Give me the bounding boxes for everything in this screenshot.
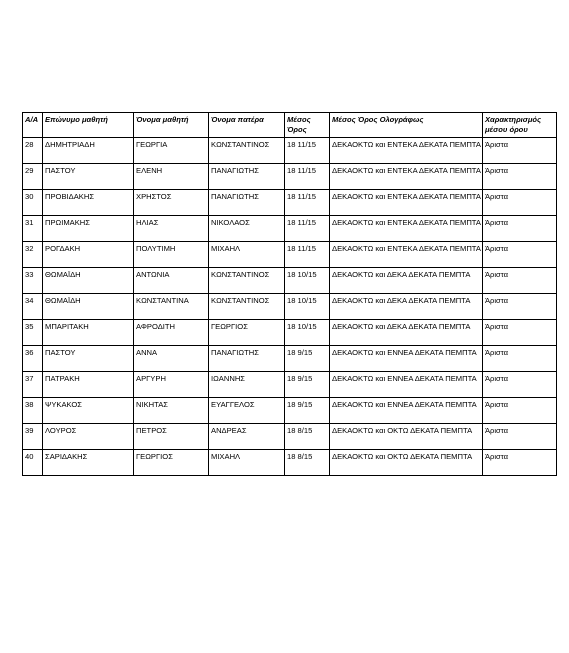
table-row xyxy=(23,450,557,476)
cell-average-words: ΔΕΚΑΟΚΤΩ και ΔΕΚΑ ΔΕΚΑΤΑ ΠΕΜΠΤΑ xyxy=(330,294,483,320)
cell-average: 18 10/15 xyxy=(285,294,330,320)
cell-grade-label: Άριστα xyxy=(482,372,556,398)
cell-grade-label: Άριστα xyxy=(482,424,556,450)
cell-surname: ΠΡΩΙΜΑΚΗΣ xyxy=(43,216,134,242)
header-average-words: Μέσος Όρος Ολογράφως xyxy=(330,113,483,138)
cell-grade-label: Άριστα xyxy=(482,294,556,320)
cell-average-words: ΔΕΚΑΟΚΤΩ και ΔΕΚΑ ΔΕΚΑΤΑ ΠΕΜΠΤΑ xyxy=(330,320,483,346)
cell-father-name: ΑΝΔΡΕΑΣ xyxy=(209,424,285,450)
cell-average: 18 8/15 xyxy=(285,450,330,476)
cell-father-name: ΕΥΑΓΓΕΛΟΣ xyxy=(209,398,285,424)
cell-first-name: ΑΝΝΑ xyxy=(134,346,209,372)
cell-surname: ΠΑΣΤΟΥ xyxy=(43,164,134,190)
header-father-name: Όνομα πατέρα xyxy=(209,113,285,138)
cell-grade-label: Άριστα xyxy=(482,190,556,216)
cell-average-words: ΔΕΚΑΟΚΤΩ και ΕΝΝΕΑ ΔΕΚΑΤΑ ΠΕΜΠΤΑ xyxy=(330,372,483,398)
cell-average-words: ΔΕΚΑΟΚΤΩ και ΕΝΤΕΚΑ ΔΕΚΑΤΑ ΠΕΜΠΤΑ xyxy=(330,164,483,190)
cell-aa: 31 xyxy=(23,216,43,242)
cell-grade-label: Άριστα xyxy=(482,320,556,346)
grades-table xyxy=(22,112,557,476)
cell-average-words: ΔΕΚΑΟΚΤΩ και ΕΝΤΕΚΑ ΔΕΚΑΤΑ ΠΕΜΠΤΑ xyxy=(330,216,483,242)
cell-surname: ΔΗΜΗΤΡΙΑΔΗ xyxy=(43,138,134,164)
cell-father-name: ΚΩΝΣΤΑΝΤΙΝΟΣ xyxy=(209,294,285,320)
cell-average-words: ΔΕΚΑΟΚΤΩ και ΟΚΤΩ ΔΕΚΑΤΑ ΠΕΜΠΤΑ xyxy=(330,450,483,476)
cell-aa: 30 xyxy=(23,190,43,216)
table-row xyxy=(23,242,557,268)
cell-aa: 39 xyxy=(23,424,43,450)
cell-father-name: ΚΩΝΣΤΑΝΤΙΝΟΣ xyxy=(209,138,285,164)
table-row xyxy=(23,346,557,372)
cell-father-name: ΚΩΝΣΤΑΝΤΙΝΟΣ xyxy=(209,268,285,294)
cell-first-name: ΓΕΩΡΓΙΑ xyxy=(134,138,209,164)
cell-first-name: ΕΛΕΝΗ xyxy=(134,164,209,190)
cell-average-words: ΔΕΚΑΟΚΤΩ και ΕΝΝΕΑ ΔΕΚΑΤΑ ΠΕΜΠΤΑ xyxy=(330,398,483,424)
cell-average-words: ΔΕΚΑΟΚΤΩ και ΔΕΚΑ ΔΕΚΑΤΑ ΠΕΜΠΤΑ xyxy=(330,268,483,294)
header-grade-label: Χαρακτηρισμός μέσου όρου xyxy=(482,113,556,138)
cell-surname: ΜΠΑΡΙΤΑΚΗ xyxy=(43,320,134,346)
cell-grade-label: Άριστα xyxy=(482,138,556,164)
cell-first-name: ΑΡΓΥΡΗ xyxy=(134,372,209,398)
cell-average: 18 9/15 xyxy=(285,372,330,398)
cell-surname: ΨΥΚΑΚΟΣ xyxy=(43,398,134,424)
cell-average-words: ΔΕΚΑΟΚΤΩ και ΕΝΤΕΚΑ ΔΕΚΑΤΑ ΠΕΜΠΤΑ xyxy=(330,138,483,164)
cell-aa: 29 xyxy=(23,164,43,190)
table-row xyxy=(23,268,557,294)
cell-surname: ΠΡΟΒΙΔΑΚΗΣ xyxy=(43,190,134,216)
cell-average: 18 11/15 xyxy=(285,216,330,242)
cell-average-words: ΔΕΚΑΟΚΤΩ και ΟΚΤΩ ΔΕΚΑΤΑ ΠΕΜΠΤΑ xyxy=(330,424,483,450)
cell-average: 18 11/15 xyxy=(285,190,330,216)
cell-father-name: ΠΑΝΑΓΙΩΤΗΣ xyxy=(209,190,285,216)
cell-aa: 33 xyxy=(23,268,43,294)
cell-average-words: ΔΕΚΑΟΚΤΩ και ΕΝΝΕΑ ΔΕΚΑΤΑ ΠΕΜΠΤΑ xyxy=(330,346,483,372)
header-average: Μέσος Όρος xyxy=(285,113,330,138)
cell-surname: ΠΑΣΤΟΥ xyxy=(43,346,134,372)
cell-aa: 32 xyxy=(23,242,43,268)
cell-grade-label: Άριστα xyxy=(482,398,556,424)
cell-grade-label: Άριστα xyxy=(482,346,556,372)
cell-first-name: ΗΛΙΑΣ xyxy=(134,216,209,242)
table-row xyxy=(23,398,557,424)
cell-surname: ΛΟΥΡΟΣ xyxy=(43,424,134,450)
cell-first-name: ΓΕΩΡΓΙΟΣ xyxy=(134,450,209,476)
cell-grade-label: Άριστα xyxy=(482,216,556,242)
header-first-name: Όνομα μαθητή xyxy=(134,113,209,138)
cell-average-words: ΔΕΚΑΟΚΤΩ και ΕΝΤΕΚΑ ΔΕΚΑΤΑ ΠΕΜΠΤΑ xyxy=(330,242,483,268)
cell-first-name: ΧΡΗΣΤΟΣ xyxy=(134,190,209,216)
cell-surname: ΘΩΜΑΪΔΗ xyxy=(43,268,134,294)
header-aa: Α/Α xyxy=(23,113,43,138)
table-row xyxy=(23,320,557,346)
cell-aa: 35 xyxy=(23,320,43,346)
table-row xyxy=(23,216,557,242)
cell-aa: 28 xyxy=(23,138,43,164)
cell-average: 18 8/15 xyxy=(285,424,330,450)
cell-grade-label: Άριστα xyxy=(482,268,556,294)
header-row xyxy=(23,113,557,138)
cell-grade-label: Άριστα xyxy=(482,242,556,268)
table-row xyxy=(23,424,557,450)
cell-surname: ΠΑΤΡΑΚΗ xyxy=(43,372,134,398)
cell-father-name: ΝΙΚΟΛΑΟΣ xyxy=(209,216,285,242)
header-surname: Επώνυμο μαθητή xyxy=(43,113,134,138)
cell-grade-label: Άριστα xyxy=(482,164,556,190)
cell-first-name: ΑΝΤΩΝΙΑ xyxy=(134,268,209,294)
cell-surname: ΣΑΡΙΔΑΚΗΣ xyxy=(43,450,134,476)
table-row xyxy=(23,372,557,398)
cell-average: 18 10/15 xyxy=(285,320,330,346)
cell-grade-label: Άριστα xyxy=(482,450,556,476)
cell-surname: ΡΟΓΔΑΚΗ xyxy=(43,242,134,268)
cell-aa: 40 xyxy=(23,450,43,476)
cell-average: 18 11/15 xyxy=(285,242,330,268)
table-row xyxy=(23,138,557,164)
cell-aa: 38 xyxy=(23,398,43,424)
cell-aa: 37 xyxy=(23,372,43,398)
table-row xyxy=(23,294,557,320)
cell-average: 18 10/15 xyxy=(285,268,330,294)
cell-first-name: ΠΕΤΡΟΣ xyxy=(134,424,209,450)
cell-father-name: ΜΙΧΑΗΛ xyxy=(209,450,285,476)
table-row xyxy=(23,164,557,190)
cell-average-words: ΔΕΚΑΟΚΤΩ και ΕΝΤΕΚΑ ΔΕΚΑΤΑ ΠΕΜΠΤΑ xyxy=(330,190,483,216)
cell-surname: ΘΩΜΑΪΔΗ xyxy=(43,294,134,320)
cell-average: 18 9/15 xyxy=(285,398,330,424)
cell-father-name: ΠΑΝΑΓΙΩΤΗΣ xyxy=(209,164,285,190)
cell-average: 18 11/15 xyxy=(285,164,330,190)
cell-father-name: ΜΙΧΑΗΛ xyxy=(209,242,285,268)
cell-father-name: ΠΑΝΑΓΙΩΤΗΣ xyxy=(209,346,285,372)
table-row xyxy=(23,190,557,216)
cell-aa: 36 xyxy=(23,346,43,372)
cell-aa: 34 xyxy=(23,294,43,320)
cell-average: 18 11/15 xyxy=(285,138,330,164)
cell-average: 18 9/15 xyxy=(285,346,330,372)
cell-father-name: ΙΩΑΝΝΗΣ xyxy=(209,372,285,398)
cell-first-name: ΚΩΝΣΤΑΝΤΙΝΑ xyxy=(134,294,209,320)
cell-first-name: ΠΟΛΥΤΙΜΗ xyxy=(134,242,209,268)
cell-first-name: ΑΦΡΟΔΙΤΗ xyxy=(134,320,209,346)
cell-father-name: ΓΕΩΡΓΙΟΣ xyxy=(209,320,285,346)
cell-first-name: ΝΙΚΗΤΑΣ xyxy=(134,398,209,424)
